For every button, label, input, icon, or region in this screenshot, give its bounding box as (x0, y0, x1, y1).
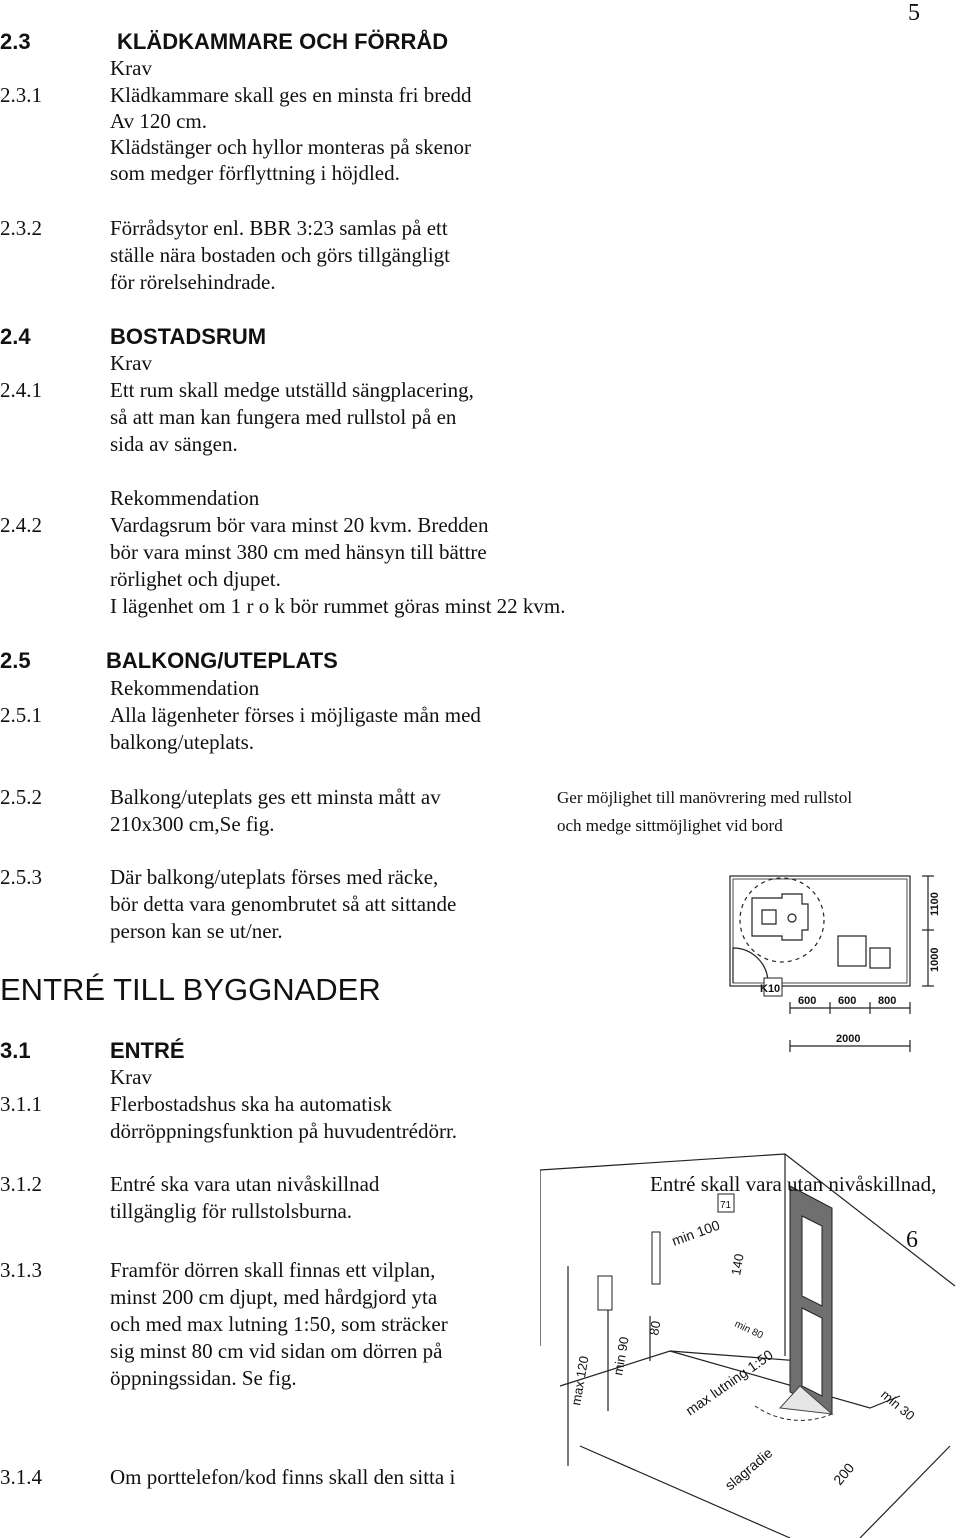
section-2-3-label: Krav (110, 56, 152, 80)
item-3-1-3-number: 3.1.3 (0, 1258, 42, 1282)
section-2-4-recommendation-label: Rekommendation (110, 486, 260, 510)
balcony-door-label: K10 (760, 983, 781, 995)
item-2-3-1-line: Av 120 cm. (110, 109, 208, 133)
item-2-5-3-line: Där balkong/uteplats förses med räcke, (110, 865, 439, 889)
item-3-1-3-line: öppningssidan. Se fig. (110, 1366, 297, 1390)
item-3-1-3-line: sig minst 80 cm vid sidan om dörren på (110, 1339, 443, 1363)
item-2-4-1-line: sida av sängen. (110, 432, 238, 456)
item-2-5-1-line: balkong/uteplats. (110, 730, 255, 754)
item-2-5-2-line: 210x300 cm,Se fig. (110, 812, 275, 836)
page-number-next: 6 (906, 1227, 918, 1253)
item-3-1-3-line: minst 200 cm djupt, med hårdgjord yta (110, 1285, 438, 1309)
item-2-5-2-number: 2.5.2 (0, 785, 42, 809)
item-2-5-2-note: och medge sittmöjlighet vid bord (557, 816, 783, 835)
item-3-1-4-number: 3.1.4 (0, 1465, 42, 1489)
item-2-5-1-number: 2.5.1 (0, 703, 42, 727)
item-2-3-1-line: som medger förflyttning i höjdled. (110, 161, 400, 185)
item-2-4-2-line: bör vara minst 380 cm med hänsyn till bättre (110, 540, 487, 564)
item-2-5-3-line: bör detta vara genombrutet så att sittande (110, 892, 457, 916)
section-2-3-title: KLÄDKAMMARE OCH FÖRRÅD (117, 29, 449, 54)
entry-label: min 30 (878, 1386, 918, 1424)
item-3-1-3-line: Framför dörren skall finnas ett vilplan, (110, 1258, 436, 1282)
balcony-dim: 600 (838, 995, 857, 1007)
item-3-1-2-line: tillgänglig för rullstolsburna. (110, 1199, 353, 1223)
entry-label: 80 (646, 1319, 664, 1337)
item-2-4-2-line: rörlighet och djupet. (110, 567, 281, 591)
section-2-5-label: Rekommendation (110, 676, 260, 700)
section-3-1-label: Krav (110, 1065, 152, 1089)
section-2-3-number: 2.3 (0, 29, 31, 54)
item-2-3-1-line: Klädkammare skall ges en minsta fri bredd (110, 83, 472, 107)
item-2-4-2-line: I lägenhet om 1 r o k bör rummet göras minst 22 kvm. (110, 594, 566, 618)
balcony-dim-total: 2000 (836, 1033, 861, 1045)
item-2-3-2-line: ställe nära bostaden och görs tillgängligt (110, 243, 450, 267)
section-2-4-number: 2.4 (0, 324, 31, 349)
item-3-1-2-line: Entré ska vara utan nivåskillnad (110, 1172, 380, 1196)
section-2-5-title: BALKONG/UTEPLATS (106, 648, 338, 673)
item-2-5-2-note: Ger möjlighet till manövrering med rullstol (557, 788, 853, 807)
entry-label: max 120 (568, 1354, 592, 1407)
item-2-4-2-line: Vardagsrum bör vara minst 20 kvm. Bredden (110, 513, 489, 537)
entry-label: 200 (830, 1459, 858, 1488)
item-2-3-2-line: Förrådsytor enl. BBR 3:23 samlas på ett (110, 216, 448, 240)
item-2-3-1-number: 2.3.1 (0, 83, 42, 107)
item-2-5-1-line: Alla lägenheter förses i möjligaste mån med (110, 703, 481, 727)
section-2-5-number: 2.5 (0, 648, 31, 673)
balcony-plan-figure (720, 868, 950, 1058)
entry-label: slagradie (721, 1444, 776, 1494)
balcony-dim-right: 1100 (929, 892, 941, 916)
entry-label: min 100 (669, 1216, 722, 1249)
chapter-title: ENTRÉ TILL BYGGNADER (0, 972, 381, 1007)
balcony-dim: 800 (878, 995, 897, 1007)
entry-figure-caption: Entré skall vara utan nivåskillnad, (650, 1172, 937, 1196)
section-2-4-title: BOSTADSRUM (110, 324, 267, 349)
entry-perspective-figure (540, 1146, 960, 1538)
balcony-dim: 600 (798, 995, 817, 1007)
section-3-1-title: ENTRÉ (110, 1038, 185, 1063)
section-2-4-label: Krav (110, 351, 152, 375)
entry-label: max lutning 1:50 (682, 1346, 776, 1419)
item-2-5-3-line: person kan se ut/ner. (110, 919, 283, 943)
item-2-4-1-line: Ett rum skall medge utställd sängplacering, (110, 378, 474, 402)
item-2-3-1-line: Klädstänger och hyllor monteras på skenor (110, 135, 471, 159)
entry-label: 140 (728, 1252, 747, 1277)
entry-label: min 90 (610, 1335, 632, 1377)
item-3-1-1-line: Flerbostadshus ska ha automatisk (110, 1092, 392, 1116)
item-3-1-3-line: och med max lutning 1:50, som sträcker (110, 1312, 448, 1336)
item-3-1-1-line: dörröppningsfunktion på huvudentrédörr. (110, 1119, 458, 1143)
item-2-5-2-line: Balkong/uteplats ges ett minsta mått av (110, 785, 441, 809)
item-2-4-2-number: 2.4.2 (0, 513, 42, 537)
item-3-1-4-line: Om porttelefon/kod finns skall den sitta i (110, 1465, 456, 1489)
entry-label: 71 (720, 1200, 732, 1211)
item-2-4-1-number: 2.4.1 (0, 378, 42, 402)
page-number: 5 (908, 0, 920, 26)
entry-label: min 80 (732, 1318, 765, 1342)
item-3-1-1-number: 3.1.1 (0, 1092, 42, 1116)
item-2-3-2-line: för rörelsehindrade. (110, 270, 276, 294)
item-2-3-2-number: 2.3.2 (0, 216, 42, 240)
balcony-dim-right: 1000 (929, 947, 941, 972)
item-3-1-2-number: 3.1.2 (0, 1172, 42, 1196)
section-3-1-number: 3.1 (0, 1038, 31, 1063)
item-2-5-3-number: 2.5.3 (0, 865, 42, 889)
item-2-4-1-line: så att man kan fungera med rullstol på en (110, 405, 457, 429)
